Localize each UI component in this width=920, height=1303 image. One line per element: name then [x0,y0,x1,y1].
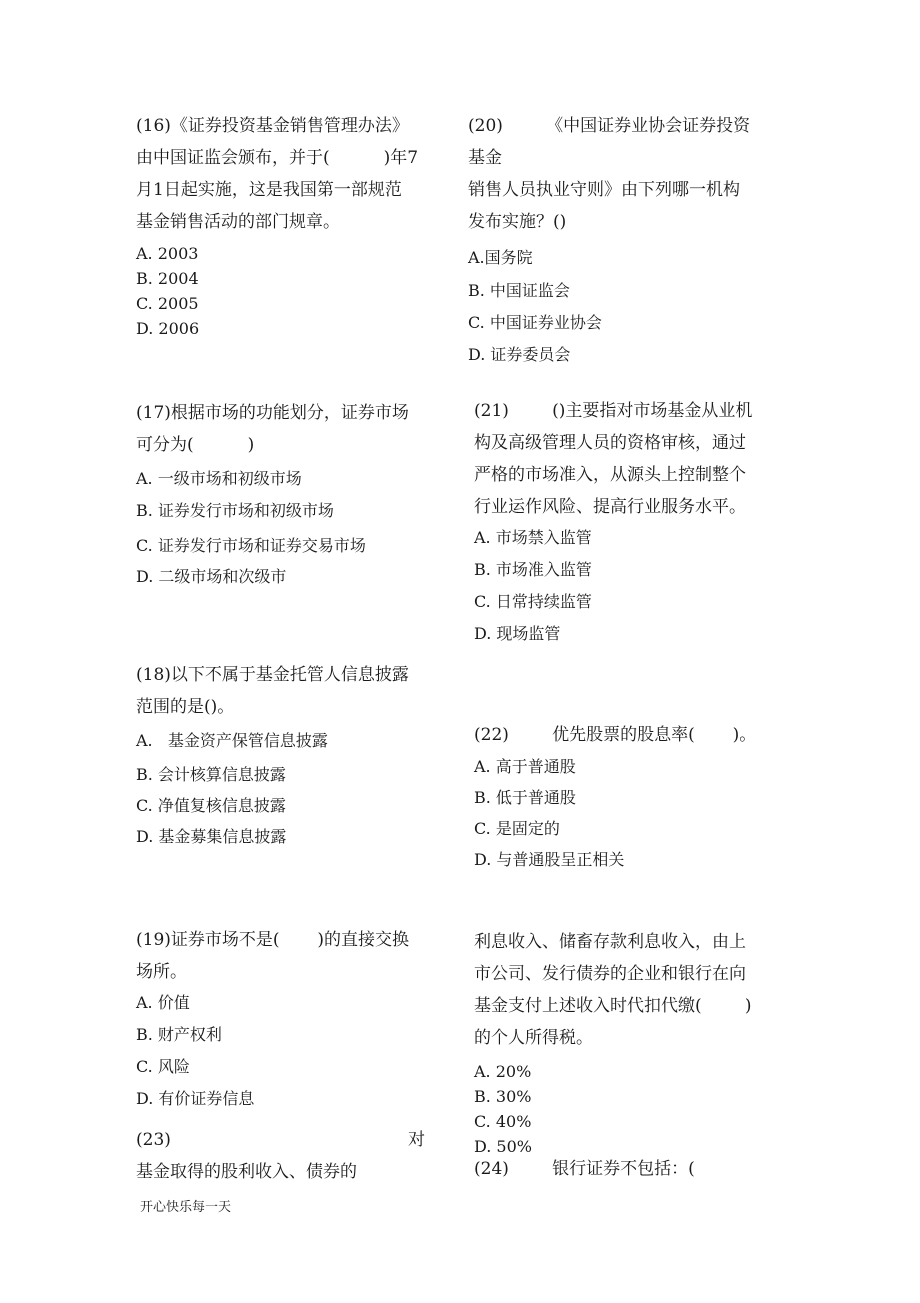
q16-option-d: D. 2006 [136,319,200,338]
q17-option-b: B. 证券发行市场和初级市场 [136,501,334,520]
q16-line: 由中国证监会颁布，并于( )年7 [136,148,419,168]
q23-option-c: C. 40% [474,1112,532,1131]
q23-tail: 对 [408,1130,425,1150]
q23-number: (23) [136,1130,171,1150]
q20-option-c: C. 中国证券业协会 [468,313,602,332]
q19-option-a: A. 价值 [136,993,190,1012]
q20-option-b: B. 中国证监会 [468,281,570,300]
q16-line: 月1日起实施，这是我国第一部规范 [136,180,402,200]
q22-option-b: B. 低于普通股 [474,788,576,807]
q16-option-c: C. 2005 [136,294,199,313]
page-footer: 开心快乐每一天 [140,1200,232,1215]
q21-option-d: D. 现场监管 [474,624,561,643]
q19-line: (19)证券市场不是( )的直接交换 [136,930,409,950]
q18-option-a: A. 基金资产保管信息披露 [136,731,328,750]
q23-option-d: D. 50% [474,1137,532,1156]
q23-option-a: A. 20% [474,1062,532,1081]
q17-option-d: D. 二级市场和次级市 [136,567,287,586]
q17-option-a: A. 一级市场和初级市场 [136,469,302,488]
q16-line: (16)《证券投资基金销售管理办法》 [136,116,409,136]
q16-option-a: A. 2003 [136,244,199,263]
q20-option-a: A.国务院 [468,248,533,267]
q17-option-c: C. 证券发行市场和证券交易市场 [136,536,366,555]
q19-option-c: C. 风险 [136,1057,190,1076]
q23-option-b: B. 30% [474,1087,532,1106]
q21-option-a: A. 市场禁入监管 [474,528,592,547]
q20-line: 基金 [468,148,502,168]
q18-line: (18)以下不属于基金托管人信息披露 [136,665,409,685]
q17-line: (17)根据市场的功能划分，证券市场 [136,403,409,423]
q20-line: 发布实施？() [468,212,567,232]
q18-line: 范围的是()。 [136,697,235,717]
q20-line: 销售人员执业守则》由下列哪一机构 [468,180,740,200]
q18-option-b: B. 会计核算信息披露 [136,765,286,784]
q19-option-b: B. 财产权利 [136,1025,222,1044]
q21-option-b: B. 市场准入监管 [474,560,592,579]
q24-line: (24) 银行证券不包括：( [474,1159,695,1179]
q22-line: (22) 优先股票的股息率( )。 [474,725,757,745]
q19-option-d: D. 有价证券信息 [136,1089,255,1108]
q20-line: (20) 《中国证券业协会证券投资 [468,116,751,136]
q21-line: 行业运作风险、提高行业服务水平。 [474,497,746,517]
q18-option-d: D. 基金募集信息披露 [136,827,287,846]
q16-line: 基金销售活动的部门规章。 [136,212,340,232]
q22-option-c: C. 是固定的 [474,819,560,838]
q23-cont-line: 基金支付上述收入时代扣代缴( ) [474,996,752,1016]
q23-line: 基金取得的股利收入、债券的 [136,1162,357,1182]
q18-option-c: C. 净值复核信息披露 [136,796,286,815]
q22-option-a: A. 高于普通股 [474,757,576,776]
q21-option-c: C. 日常持续监管 [474,592,592,611]
q21-line: (21) ()主要指对市场基金从业机 [474,401,753,421]
q20-option-d: D. 证券委员会 [468,345,571,364]
q22-option-d: D. 与普通股呈正相关 [474,850,625,869]
q19-line: 场所。 [136,962,187,982]
q16-option-b: B. 2004 [136,269,199,288]
q21-line: 严格的市场准入，从源头上控制整个 [474,465,746,485]
q17-line: 可分为( ) [136,435,255,455]
q23-cont-line: 市公司、发行债券的企业和银行在向 [474,964,746,984]
q23-cont-line: 利息收入、储畜存款利息收入，由上 [474,932,746,952]
q23-cont-line: 的个人所得税。 [474,1028,593,1048]
q21-line: 构及高级管理人员的资格审核，通过 [474,433,746,453]
